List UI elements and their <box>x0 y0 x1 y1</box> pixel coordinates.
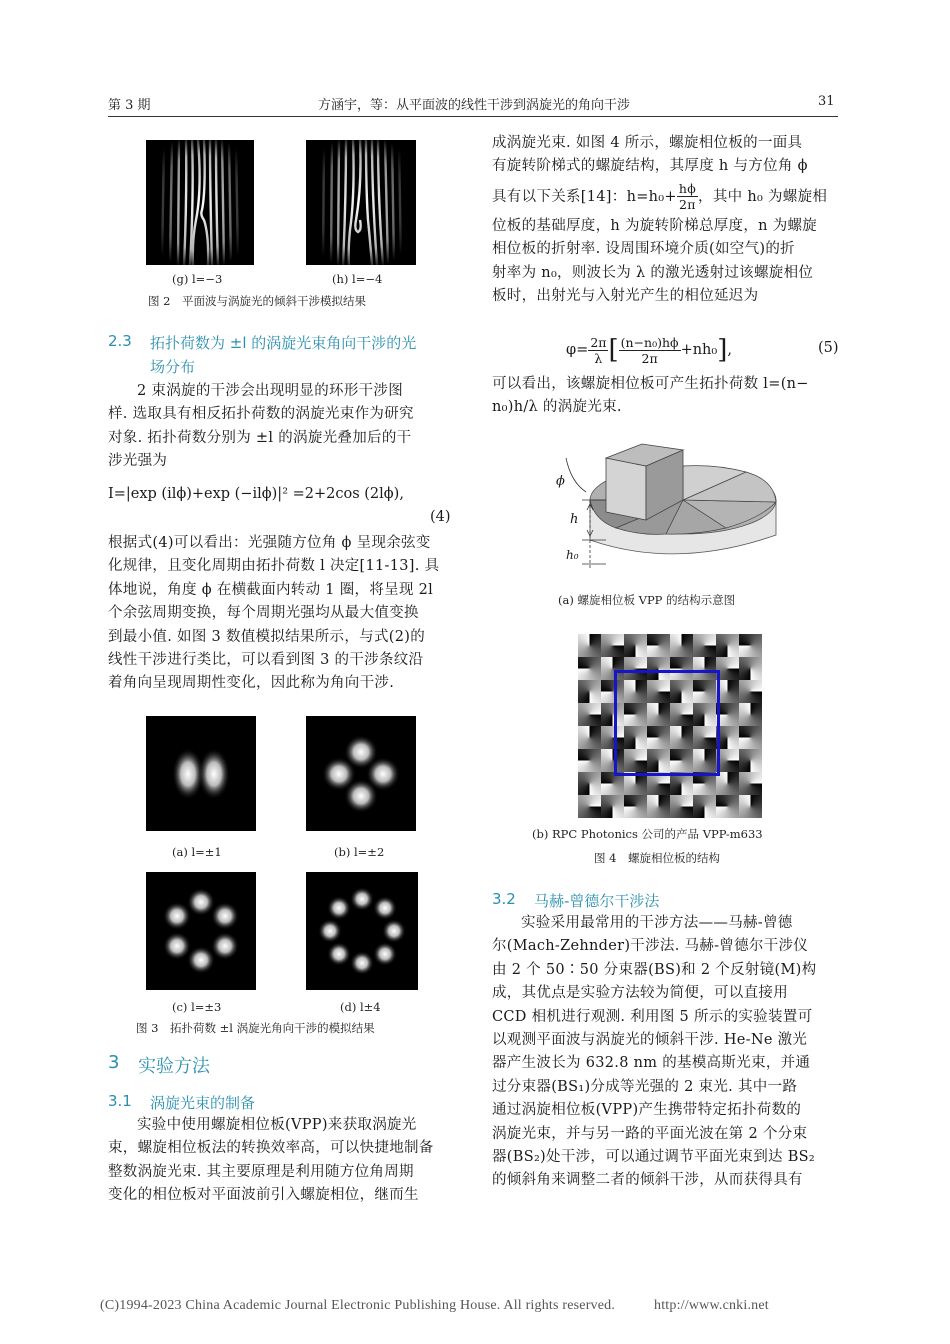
vpp-tile <box>739 749 762 772</box>
cnki-url: http://www.cnki.net <box>654 1298 769 1313</box>
fig4-a-label: (a) 螺旋相位板 VPP 的结构示意图 <box>558 593 736 607</box>
copyright-footer: (C)1994-2023 China Academic Journal Electronic Publishing House. All rights reserved. <box>100 1298 616 1313</box>
vpp-tile <box>670 795 693 818</box>
label-phi: ϕ <box>556 474 565 489</box>
fig2-g-label: (g) l=−3 <box>172 272 223 286</box>
section-2-3-number: 2.3 <box>108 332 132 350</box>
vpp-tile <box>670 634 693 657</box>
vpp-tile <box>624 634 647 657</box>
vpp-tile <box>739 657 762 680</box>
left-paragraph-2: 根据式(4)可以看出：光强随方位角 ϕ 呈现余弦变 化规律，且变化周期由拓扑荷数 l 决定[11-13]. 具 体地说，角度 ϕ 在横截面内转动 1 圈，将呈现 2l 个余弦周期变换，每个周期光强均从最大值变换 到最小值. 如图 3 数值模拟结果所示，与式(2)的 线性干涉进行类比，可以看到图 3 的干涉条纹沿 着角向呈现周期性变化，因此称为角向干涉. <box>108 535 440 692</box>
fig3-caption: 图 3 拓扑荷数 ±l 涡旋光角向干涉的模拟结果 <box>136 1021 375 1035</box>
vpp-tile <box>739 726 762 749</box>
vpp-tile <box>601 634 624 657</box>
vpp-tile <box>624 795 647 818</box>
left-paragraph-1: 2 束涡旋的干涉会出现明显的环形干涉图 样. 选取具有相反拓扑荷数的涡旋光束作为研究 对象. 拓扑荷数分别为 ±l 的涡旋光叠加后的干 涉光强为 <box>108 383 414 470</box>
label-h: h <box>570 512 579 527</box>
running-title: 方涵宇，等：从平面波的线性干涉到涡旋光的角向干涉 <box>318 98 631 113</box>
fig3-d-image <box>306 872 418 990</box>
vpp-tile <box>716 795 739 818</box>
right-paragraph-3: 实验采用最常用的干涉方法——马赫-曾德 尔(Mach-Zehnder)干涉法. 马赫-曾德尔干涉仪 由 2 个 50∶50 分束器(BS)和 2 个反射镜(M)构 成，其优点是实验方法较为简便，可以直接用 CCD 相机进行观测. 利用图 5 所示的实验装置可 以观测平面波与涡旋光的倾斜干涉. He-Ne 激光 器产生波长为 632.8 nm 的基模高斯光束，并通 过分束器(BS₁)分成等光强的 2 束光. 其中一路 通过涡旋相位板(VPP)产生携带特定拓扑荷数的 涡旋光束，并与另一路的平面光波在第 2 个分束 器(BS₂)处干涉，可以通过调节平面光束到达 BS₂ 的倾斜角来调整二者的倾斜干涉，从而获得具有 <box>492 915 817 1189</box>
section-3-number: 3 <box>108 1052 120 1073</box>
fig3-c-image <box>146 872 256 990</box>
journal-issue: 第 3 期 <box>108 98 151 113</box>
fig4-a-diagram <box>546 440 806 585</box>
fig3-a-image <box>146 716 256 831</box>
page-number: 31 <box>818 94 835 109</box>
fig2-g-image <box>146 140 254 265</box>
section-2-3-title-cont: 场分布 <box>150 358 196 376</box>
vpp-tile <box>739 703 762 726</box>
vpp-tile <box>578 795 601 818</box>
section-2-3-title: 拓扑荷数为 ±l 的涡旋光束角向干涉的光 <box>150 334 417 352</box>
section-3-1-number: 3.1 <box>108 1092 132 1110</box>
fraction-hphi-over-2pi: $\frac{h\phi}{2\pi}$ <box>678 181 697 213</box>
section-3-1-title: 涡旋光束的制备 <box>150 1094 256 1112</box>
vpp-tile <box>716 634 739 657</box>
fig3-b-image <box>306 716 416 831</box>
fig2-h-label: (h) l=−4 <box>332 272 383 286</box>
section-3-title: 实验方法 <box>138 1056 210 1077</box>
vpp-tile <box>601 795 624 818</box>
highlight-box <box>614 670 720 776</box>
vpp-tile <box>578 726 601 749</box>
fig3-a-label: (a) l=±1 <box>172 845 222 859</box>
vpp-tile <box>739 634 762 657</box>
vpp-tile <box>739 680 762 703</box>
equation-5: φ= $\frac{2\pi}{\lambda}$ [ $\frac{\text{(n−n₀)hϕ}}{2\pi}$ +nh₀], <box>566 334 732 366</box>
vpp-tile <box>739 795 762 818</box>
equation-4-number: (4) <box>430 509 451 525</box>
vpp-tile <box>578 657 601 680</box>
section-3-2-number: 3.2 <box>492 890 516 908</box>
fig3-b-label: (b) l=±2 <box>334 845 385 859</box>
left-paragraph-3: 实验中使用螺旋相位板(VPP)来获取涡旋光 束，螺旋相位板法的转换效率高，可以快捷地制备 整数涡旋光束. 其主要原理是利用随方位角周期 变化的相位板对平面波前引入螺旋相位，继而生 <box>108 1117 434 1204</box>
right-paragraph-1: 成涡旋光束. 如图 4 所示，螺旋相位板的一面具 有旋转阶梯式的螺旋结构，其厚度 h 与方位角 ϕ 具有以下关系[14]：h=h₀+ $\frac{h\phi}{2\pi}$ ，其中 h₀ 为螺旋相 位板的基础厚度，h 为旋转阶梯总厚度，n 为螺旋 相位板的折射率. 设周围环境介质(如空气)的折 射率为 n₀，则波长为 λ 的激光透射过该螺旋相位 板时，出射光与入射光产生的相位延迟为 <box>492 135 828 305</box>
label-h0: h₀ <box>566 548 579 562</box>
vpp-tile <box>647 795 670 818</box>
vpp-tile <box>693 795 716 818</box>
vpp-tile <box>578 634 601 657</box>
fig4-b-label: (b) RPC Photonics 公司的产品 VPP-m633 <box>532 827 763 841</box>
right-paragraph-2: 可以看出，该螺旋相位板可产生拓扑荷数 l=(n− n₀)h/λ 的涡旋光束. <box>492 376 809 416</box>
vpp-tile <box>578 680 601 703</box>
fig3-c-label: (c) l=±3 <box>172 1000 222 1014</box>
vpp-tile <box>578 703 601 726</box>
fig2-caption: 图 2 平面波与涡旋光的倾斜干涉模拟结果 <box>148 294 366 308</box>
vpp-tile <box>739 772 762 795</box>
equation-4: I=|exp (ilϕ)+exp (−ilϕ)|² =2+2cos (2lϕ), <box>108 486 404 502</box>
header-rule <box>108 116 838 117</box>
fig4-caption: 图 4 螺旋相位板的结构 <box>594 851 720 865</box>
equation-5-number: (5) <box>818 340 839 356</box>
fig2-h-image <box>306 140 416 265</box>
vpp-tile <box>578 772 601 795</box>
fig3-d-label: (d) l±4 <box>340 1000 381 1014</box>
vpp-tile <box>647 634 670 657</box>
vpp-tile <box>693 634 716 657</box>
vpp-tile <box>578 749 601 772</box>
section-3-2-title: 马赫-曾德尔干涉法 <box>534 892 660 910</box>
